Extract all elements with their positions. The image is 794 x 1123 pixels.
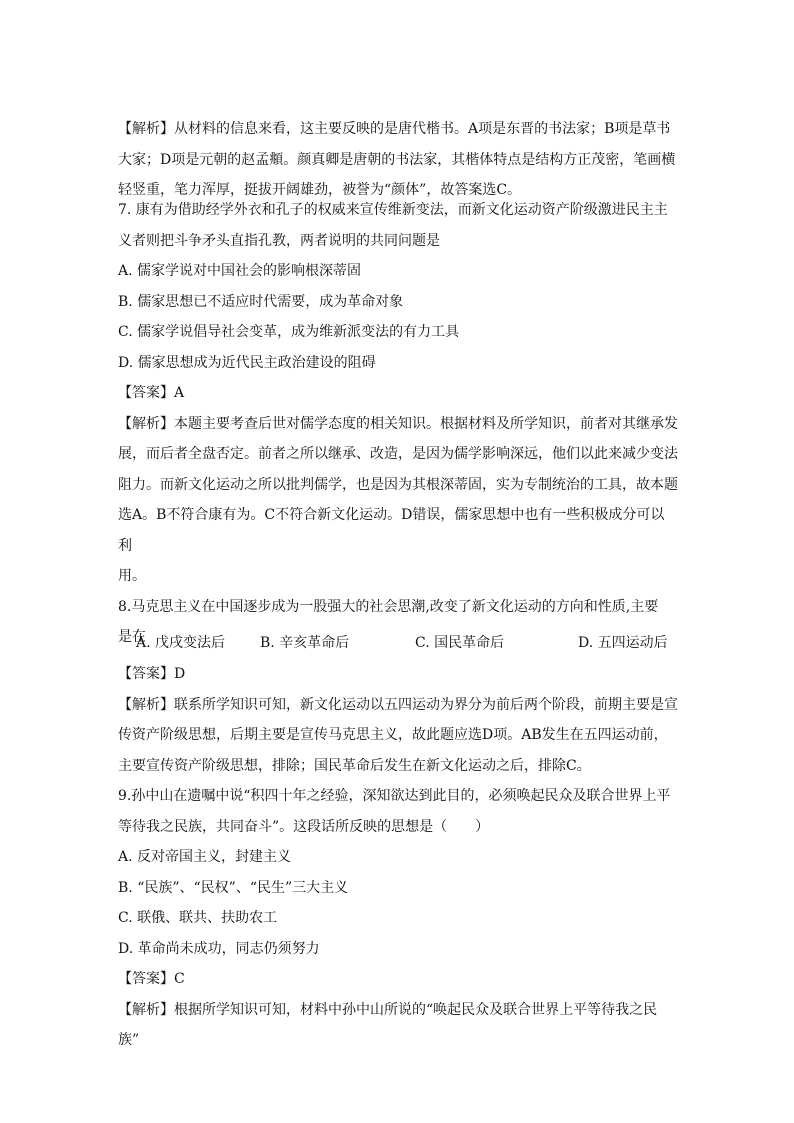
text-line: 【解析】根据所学知识可知，材料中孙中山所说的“唤起民众及联合世界上平等待我之民族” (118, 1001, 658, 1048)
text-line: 【答案】C (118, 971, 185, 987)
question-7-and-8 (118, 195, 678, 653)
text-line: D. 儒家思想成为近代民主政治建设的阻碍 (118, 354, 376, 371)
text-line: A. 反对帝国主义，封建主义 (118, 849, 292, 865)
text-line: 是在 (118, 629, 146, 645)
text-line: 展，而后者全盘否定。前者之所以继承、改造，是因为儒学影响深远，他们以此来减少变法 (118, 446, 678, 462)
answer-q8-and-question-9 (118, 659, 678, 1056)
text-line: B. 儒家思想已不适应时代需要，成为革命对象 (118, 293, 404, 310)
text-line: 大家；D项是元朝的赵孟頫。颜真卿是唐朝的书法家，其楷体特点是结构方正茂密，笔画横 (118, 151, 676, 168)
text-line: B. “民族”、“民权”、“民生”三大主义 (118, 879, 349, 896)
text-line: 【解析】本题主要考查后世对儒学态度的相关知识。根据材料及所学知识，前者对其继承发 (118, 415, 678, 432)
text-line: 【解析】联系所学知识可知，新文化运动以五四运动为界分为前后两个阶段，前期主要是宣 (118, 696, 678, 713)
text-line: 选A。B不符合康有为。C不符合新文化运动。D错误，儒家思想中也有一些积极成分可以利 (118, 507, 665, 554)
text-line: 阻力。而新文化运动之所以批判儒学，也是因为其根深蒂固，实为专制统治的工具，故本题 (118, 476, 678, 493)
text-line: 轻竖重，笔力浑厚，挺拔开阔雄劲，被誉为“颜体”，故答案选C。 (118, 182, 522, 198)
text-line: 9.孙中山在遗嘱中说“积四十年之经验，深知欲达到此目的，必须唤起民众及联合世界上平 (118, 788, 671, 804)
q8-option-a: A. 戊戌变法后 (136, 635, 226, 651)
text-line: A. 儒家学说对中国社会的影响根深蒂固 (118, 263, 362, 279)
text-line: 8.马克思主义在中国逐步成为一股强大的社会思潮,改变了新文化运动的方向和性质,主要 (118, 598, 659, 615)
analysis-q6 (118, 114, 678, 206)
text-line: 传资产阶级思想，后期主要是宣传马克思主义，故此题应选D项。AB发生在五四运动前， (118, 727, 668, 743)
q8-option-d: D. 五四运动后 (578, 635, 668, 651)
text-line: C. 儒家学说倡导社会变革，成为维新派变法的有力工具 (118, 324, 460, 340)
q8-option-c: C. 国民革命后 (415, 635, 505, 651)
text-line: 主要宣传资产阶级思想，排除；国民革命后发生在新文化运动之后，排除C。 (118, 757, 591, 774)
text-line: 义者则把斗争矛头直指孔教，两者说明的共同问题是 (118, 232, 440, 249)
text-line: 【答案】D (118, 666, 186, 682)
text-line: 【解析】从材料的信息来看，这主要反映的是唐代楷书。A项是东晋的书法家；B项是草书 (118, 121, 671, 137)
text-line: 用。 (118, 568, 146, 584)
q8-option-b: B. 辛亥革命后 (260, 635, 350, 651)
text-line: 7. 康有为借助经学外衣和孔子的权威来宣传维新变法，而新文化运动资产阶级激进民主主 (118, 202, 668, 218)
text-line: C. 联俄、联共、扶助农工 (118, 910, 278, 926)
text-line: 等待我之民族，共同奋斗”。这段话所反映的思想是（ ） (118, 818, 490, 835)
text-line: D. 革命尚未成功，同志仍须努力 (118, 940, 320, 957)
text-line: 【答案】A (118, 385, 185, 401)
